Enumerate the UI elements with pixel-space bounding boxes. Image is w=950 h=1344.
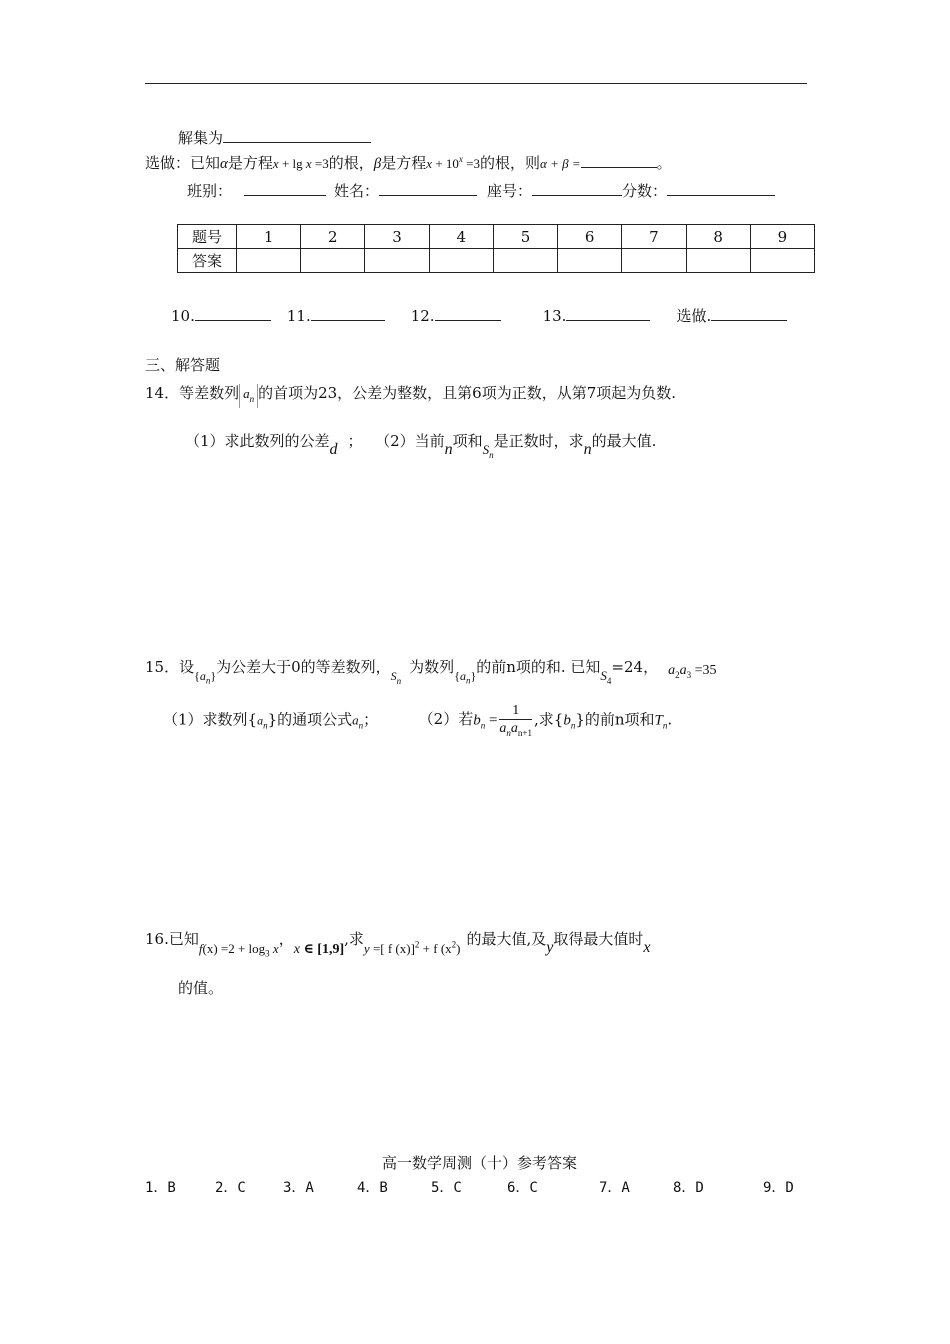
optional-question: 选做：已知α是方程x + lg x =3的根，β是方程$x + 10^x =3$的根，则α + β = 。 (145, 154, 672, 172)
answer-header: 答案 (178, 249, 237, 273)
seat-label: 座号： (487, 182, 533, 200)
question-number-cell: 9 (750, 225, 814, 249)
question-number-cell: 1 (237, 225, 301, 249)
answer-key-item: 8．D (673, 1180, 704, 1196)
answer-row (178, 249, 815, 273)
answer-key-item: 1．B (145, 1180, 176, 1196)
question-number-cell: 8 (686, 225, 750, 249)
answer-cell[interactable] (750, 249, 814, 273)
answer-key-item: 5．C (431, 1180, 462, 1196)
question-14: 14．等差数列 $a_n$ 的首项为23，公差为整数，且第6项为正数，从第7项起为负数. (145, 382, 676, 408)
name-field[interactable] (379, 181, 477, 196)
question-number-cell: 3 (365, 225, 429, 249)
class-field[interactable] (244, 181, 326, 196)
answer-cell[interactable] (686, 249, 750, 273)
answer-cell[interactable] (493, 249, 557, 273)
fill-in-line: 10. 11. 12. 13. 选做. (171, 305, 787, 326)
answer-cell[interactable] (237, 249, 301, 273)
question-number-header: 题号 (178, 225, 237, 249)
question-number-cell: 2 (301, 225, 365, 249)
solution-set-blank[interactable] (223, 128, 371, 143)
optional-answer-blank[interactable] (581, 153, 657, 168)
class-label: 班别： (187, 182, 233, 200)
question-15: 15．设$_{\{a_n\}}$为公差大于0的等差数列，$_{Sn}$为数列$_{\{a_n\}}$的前n项的和. 已知$S_4=24$， $a_2a_3 =35$ (145, 658, 717, 686)
answer-key-item: 2．C (215, 1180, 246, 1196)
header-rule (145, 83, 807, 84)
q15-sequence: {an} (194, 669, 217, 686)
q14-sequence: $a_n$ (239, 384, 258, 408)
q15-fraction: $\frac{1}{a_na_{n+1}}$ (499, 703, 532, 738)
question-15-parts: （1）求数列$\{a_n\}$的通项公式$a_n$； （2）若$b_n$ = $\frac{1}{a_na_{n+1}}$ ,求$\{b_n\}$的前n项和$T_n$. (163, 703, 673, 738)
answer-key-item: 3．A (283, 1180, 314, 1196)
question-number-cell: 4 (429, 225, 493, 249)
answer-key-title: 高一数学周测（十）参考答案 (382, 1154, 578, 1172)
q11-blank[interactable] (311, 306, 385, 321)
question-16-line2: 的值。 (178, 979, 224, 997)
question-16: 16.已知$f(x) =2 + \log_3 x$，x ∈ [1,9],求y =[ f (x)]$^2$ + f $(x^2)$的最大值,及y取得最大值时x (145, 930, 651, 959)
question-number-row (178, 225, 815, 249)
q16-domain: x ∈ [1,9] (293, 942, 345, 957)
answer-key-item: 9．D (763, 1180, 794, 1196)
answer-key-item: 7．A (599, 1180, 630, 1196)
question-number-cell: 6 (558, 225, 622, 249)
solution-set-line (178, 127, 371, 148)
question-14-parts: （1）求此数列的公差d ； （2）当前n项和$S_n$是正数时，求n的最大值. (185, 432, 657, 460)
question-number-cell: 5 (493, 225, 557, 249)
section-title: 三、解答题 (145, 356, 221, 374)
question-number-cell: 7 (622, 225, 686, 249)
score-field[interactable] (667, 181, 775, 196)
optional-blank[interactable] (711, 306, 787, 321)
answer-key-item: 4．B (357, 1180, 388, 1196)
name-label: 姓名： (334, 182, 380, 200)
answer-key-list (145, 1177, 794, 1197)
solution-set-label: 解集为 (178, 129, 224, 147)
q16-function: $f(x) =2 + \log_3 x$ (198, 941, 279, 959)
answer-cell[interactable] (301, 249, 365, 273)
answer-cell[interactable] (622, 249, 686, 273)
answer-cell[interactable] (365, 249, 429, 273)
answer-table (177, 224, 815, 273)
q12-blank[interactable] (435, 306, 501, 321)
student-info-line (187, 180, 775, 201)
seat-field[interactable] (532, 181, 622, 196)
q13-blank[interactable] (566, 306, 650, 321)
answer-key-item: 6．C (507, 1180, 538, 1196)
q10-blank[interactable] (195, 306, 271, 321)
answer-cell[interactable] (429, 249, 493, 273)
score-label: 分数： (622, 182, 668, 200)
answer-cell[interactable] (558, 249, 622, 273)
q16-expression: y =[ f (x)]$^2$ + f $(x^2)$ (363, 939, 461, 956)
